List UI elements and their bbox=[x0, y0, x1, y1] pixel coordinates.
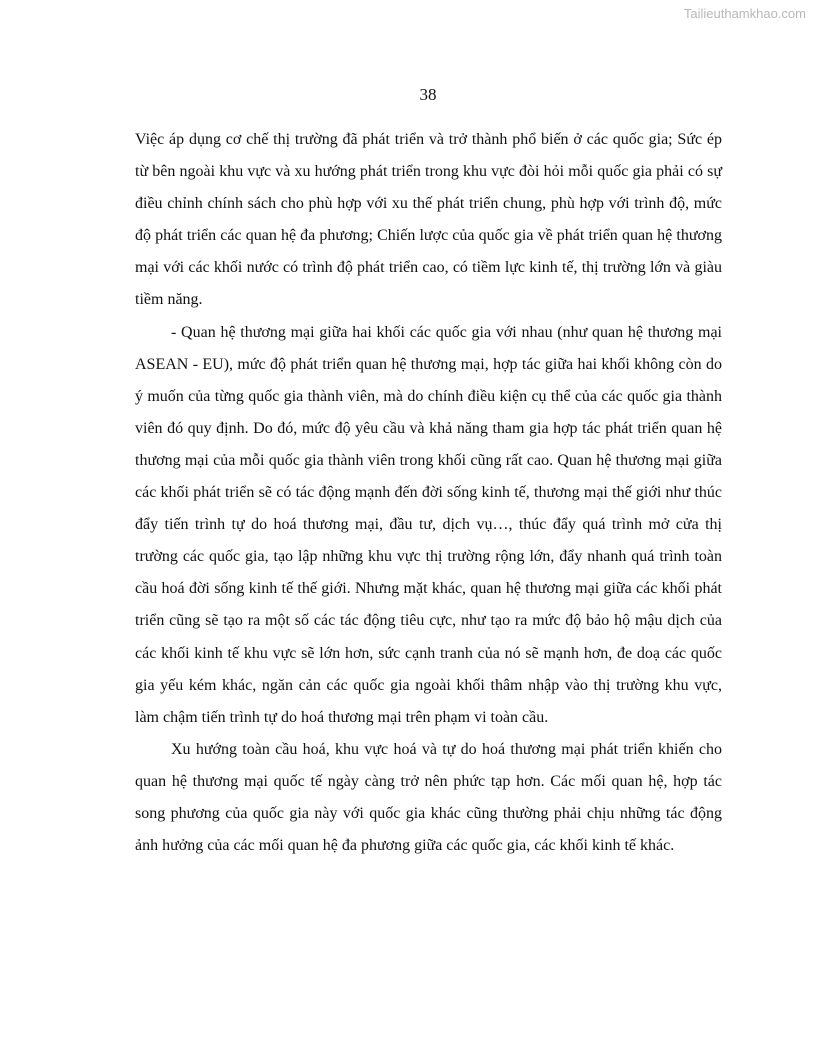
page-number: 38 bbox=[419, 85, 437, 104]
paragraph-3: Xu hướng toàn cầu hoá, khu vực hoá và tự do hoá thương mại phát triển khiến cho quan hệ thương mại quốc tế ngày càng trở nên phức tạp hơn. Các mối quan hệ, hợp tác song phương của quốc gia này với quốc gia khác cũng thường phải chịu những tác động ảnh hưởng của các mối quan hệ đa phương giữa các quốc gia, các khối kinh tế khác. bbox=[135, 740, 722, 855]
document-body bbox=[135, 124, 722, 862]
paragraph-1: Việc áp dụng cơ chế thị trường đã phát triển và trở thành phổ biến ở các quốc gia; Sức ép từ bên ngoài khu vực và xu hướng phát triển trong khu vực đòi hỏi mỗi quốc gia phải có sự điều chỉnh chính sách cho phù hợp với xu thế phát triển chung, phù hợp với trình độ, mức độ phát triển các quan hệ đa phương; Chiến lược của quốc gia về phát triển quan hệ thương mại với các khối nước có trình độ phát triển cao, có tiềm lực kinh tế, thị trường lớn và giàu tiềm năng. bbox=[135, 131, 722, 309]
paragraph-2: - Quan hệ thương mại giữa hai khối các quốc gia với nhau (như quan hệ thương mại ASEAN - EU), mức độ phát triển quan hệ thương mại, hợp tác giữa hai khối không còn do ý muốn của từng quốc gia thành viên, mà do chính điều kiện cụ thể của các quốc gia thành viên đó quy định. Do đó, mức độ yêu cầu và khả năng tham gia hợp tác phát triển quan hệ thương mại của mỗi quốc gia thành viên trong khối cũng rất cao. Quan hệ thương mại giữa các khối phát triển sẽ có tác động mạnh đến đời sống kinh tế, thương mại thế giới như thúc đẩy tiến trình tự do hoá thương mại, đầu tư, dịch vụ…, thúc đẩy quá trình mở cửa thị trường các quốc gia, tạo lập những khu vực thị trường rộng lớn, đẩy nhanh quá trình toàn cầu hoá đời sống kinh tế thế giới. Nhưng mặt khác, quan hệ thương mại giữa các khối phát triển cũng sẽ tạo ra một số các tác động tiêu cực, như tạo ra mức độ bảo hộ mậu dịch của các khối kinh tế khu vực sẽ lớn hơn, sức cạnh tranh của nó sẽ mạnh hơn, đe doạ các quốc gia yếu kém khác, ngăn cản các quốc gia ngoài khối thâm nhập vào thị trường khu vực, làm chậm tiến trình tự do hoá thương mại trên phạm vi toàn cầu. bbox=[135, 323, 722, 726]
watermark-text: Tailieuthamkhao.com bbox=[683, 6, 806, 21]
